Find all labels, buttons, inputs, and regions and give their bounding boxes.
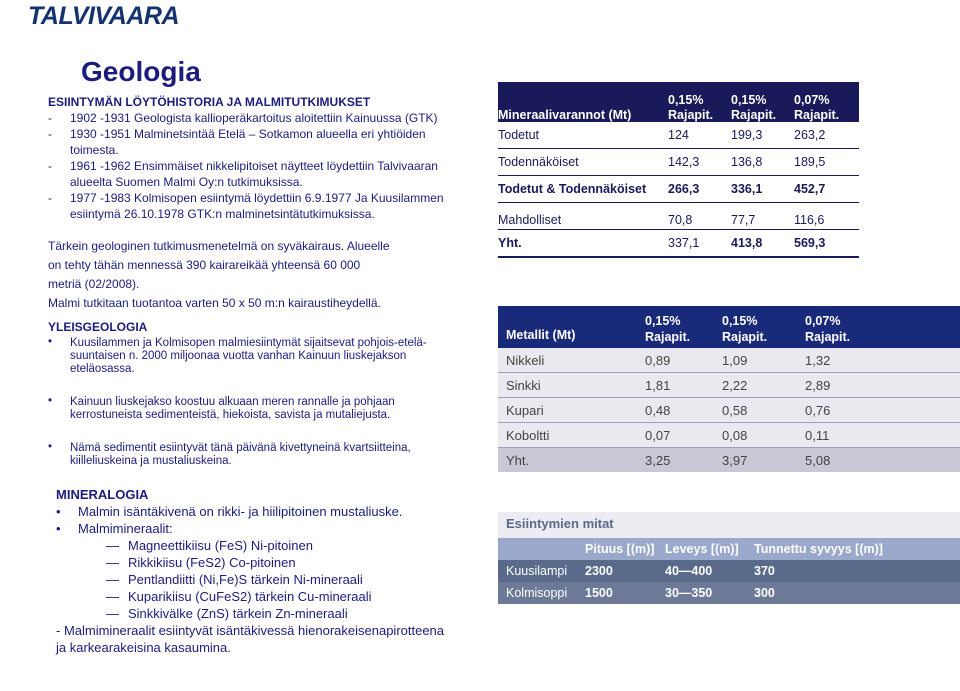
general-item: • Kainuun liuskejakso koostuu alkuaan meren rannalle ja pohjaan kerrostuneista sedimenteistä, hiekoista, savista ja mutaliejusta. <box>48 395 395 421</box>
general-item: • Kuusilammen ja Kolmisopen malmiesiintymät sijaitsevat pohjois-eteläsuuntaisen n. 2000 miljoonaa vuotta vanhan Kainuun liuskejakson eteläosassa. <box>48 336 427 375</box>
mineral-item: — Pentlandiitti (Ni,Fe)S tärkein Ni-mineraali <box>106 572 363 587</box>
talvivaara-logo: TALVIVAARA <box>28 2 180 30</box>
deposits-row: Kolmisoppi 1500 30—350 300 <box>498 582 960 604</box>
reserves-table <box>498 82 859 258</box>
metals-row: Kupari 0,48 0,58 0,76 <box>498 398 960 423</box>
general-heading: YLEISGEOLOGIA <box>48 320 148 334</box>
metals-table <box>498 306 960 470</box>
deposits-table <box>498 512 960 604</box>
mineral-item: — Magneettikiisu (FeS) Ni-pitoinen <box>106 538 313 553</box>
page-title: Geologia <box>81 56 201 87</box>
metals-header: Metallit (Mt) 0,15% Rajapit. 0,15% Rajapit. 0,07% Rajapit. <box>498 306 960 348</box>
mineralogy-footer: - Malmimineraalit esiintyvät isäntäkivessä hienorakeisenapirotteena ja karkearakeisina kasaumina. <box>56 623 445 655</box>
mineral-list <box>56 537 476 622</box>
metals-row: Sinkki 1,81 2,22 2,89 <box>498 373 960 398</box>
reserves-row: Mahdolliset 70,8 77,7 116,6 <box>498 203 859 230</box>
history-item: - 1977 -1983 Kolmisopen esiintymä löydettiin 6.9.1977 Ja Kuusilammen esiintymä 26.10.1978 GTK:n malminetsintätutkimuksissa. <box>48 191 444 221</box>
metals-row-total: Yht. 3,25 3,97 5,08 <box>498 448 960 472</box>
mineralogy-bullet: • Malmimineraalit: <box>56 521 173 536</box>
mineralogy-bullet: • Malmin isäntäkivenä on rikki- ja hiilipitoinen mustaliuske. <box>56 504 403 519</box>
history-item: - 1930 -1951 Malminetsintää Etelä – Sotkamon alueella eri yhtiöiden toimesta. <box>48 127 426 157</box>
drilling-paragraph: Tärkein geologinen tutkimusmenetelmä on syväkairaus. Alueelle on tehty tähän mennessä 390 kairareikää yhteensä 60 000 metriä (02/2008). Malmi tutkitaan tuotantoa varten 50 x 50 m:n kairaustiheydellä. <box>48 239 390 310</box>
mineralogy-section <box>56 486 476 656</box>
reserves-row: Todetut 124 199,3 263,2 <box>498 122 859 149</box>
reserves-row: Todetut & Todennäköiset 266,3 336,1 452,7 <box>498 176 859 203</box>
general-geology-section <box>48 320 448 468</box>
deposits-title: Esiintymien mitat <box>506 516 614 531</box>
deposits-header: Pituus [(m)] Leveys [(m)] Tunnettu syvyys [(m)] <box>498 538 960 560</box>
history-item: - 1902 -1931 Geologista kallioperäkartoitus aloitettiin Kainuussa (GTK) <box>48 111 438 125</box>
history-item: - 1961 -1962 Ensimmäiset nikkelipitoiset näytteet löydettiin Talvivaaran alueelta Suomen Malmi Oy:n tutkimuksissa. <box>48 159 438 189</box>
mineralogy-heading: MINERALOGIA <box>56 487 149 502</box>
mineral-item: — Rikkikiisu (FeS2) Co-pitoinen <box>106 555 296 570</box>
general-item: • Nämä sedimentit esiintyvät tänä päivänä kivettyneinä kvartsiitteina, kiilleliuskeina ja mustaliuskeina. <box>48 441 411 467</box>
metals-row: Nikkeli 0,89 1,09 1,32 <box>498 348 960 373</box>
mineral-item: — Kuparikiisu (CuFeS2) tärkein Cu-mineraali <box>106 589 372 604</box>
reserves-row: Yht. 337,1 413,8 569,3 <box>498 230 859 258</box>
history-section <box>48 95 458 311</box>
metals-row: Koboltti 0,07 0,08 0,11 <box>498 423 960 448</box>
history-heading: ESIINTYMÄN LÖYTÖHISTORIA JA MALMITUTKIMUKSET <box>48 95 371 109</box>
mineral-item: — Sinkkivälke (ZnS) tärkein Zn-mineraali <box>106 606 348 621</box>
reserves-row: Todennäköiset 142,3 136,8 189,5 <box>498 149 859 176</box>
reserves-header: Mineraalivarannot (Mt) 0,15% Rajapit. 0,15% Rajapit. 0,07% Rajapit. <box>498 82 859 122</box>
deposits-row: Kuusilampi 2300 40—400 370 <box>498 560 960 582</box>
